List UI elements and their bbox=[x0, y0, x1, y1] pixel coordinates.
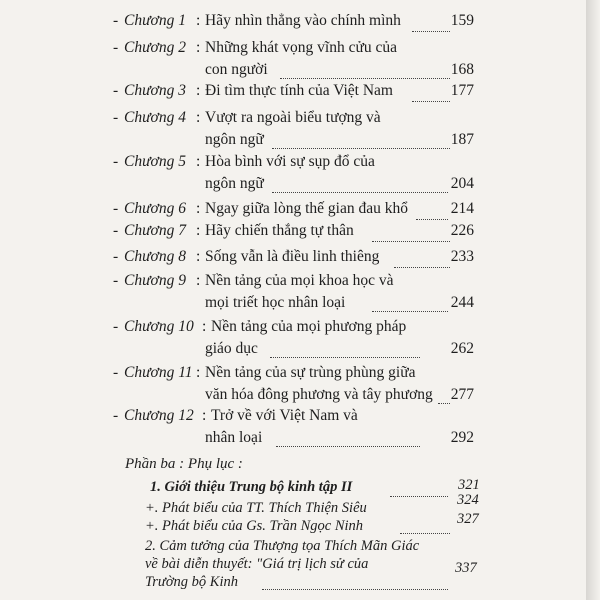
chapter-label: Chương 3 bbox=[124, 82, 186, 99]
separator: : bbox=[196, 364, 201, 381]
page-number: 233 bbox=[450, 248, 474, 265]
separator: : bbox=[202, 407, 207, 424]
entry-dash: - bbox=[113, 200, 119, 217]
entry-dash: - bbox=[113, 82, 119, 99]
chapter-label: Chương 7 bbox=[124, 222, 186, 239]
separator: : bbox=[196, 200, 201, 217]
chapter-label: Chương 1 bbox=[124, 12, 186, 29]
appendix-page-number: 337 bbox=[455, 560, 477, 576]
chapter-title: Ngay giữa lòng thế gian đau khổ bbox=[205, 200, 408, 217]
separator: : bbox=[196, 272, 201, 289]
page-number: 187 bbox=[450, 131, 474, 148]
chapter-title-cont: nhân loại bbox=[205, 429, 263, 446]
separator: : bbox=[202, 318, 207, 335]
dot-leader bbox=[280, 78, 450, 79]
entry-dash: - bbox=[113, 364, 119, 381]
chapter-label: Chương 2 bbox=[124, 39, 186, 56]
chapter-title-cont: văn hóa đông phương và tây phương bbox=[205, 386, 433, 403]
chapter-label: Chương 5 bbox=[124, 153, 186, 170]
appendix-item: 2. Cảm tưởng của Thượng tọa Thích Mãn Giác bbox=[145, 538, 420, 554]
appendix-item: +. Phát biểu của Gs. Trần Ngọc Ninh bbox=[145, 518, 364, 534]
chapter-title: Hãy nhìn thẳng vào chính mình bbox=[205, 12, 401, 29]
dot-leader bbox=[372, 241, 450, 242]
dot-leader bbox=[394, 267, 450, 268]
entry-dash: - bbox=[113, 12, 119, 29]
appendix-item: +. Phát biểu của TT. Thích Thiện Siêu bbox=[145, 500, 367, 516]
entry-dash: - bbox=[113, 318, 119, 335]
chapter-label: Chương 12 bbox=[124, 407, 194, 424]
dot-leader bbox=[390, 496, 448, 497]
entry-dash: - bbox=[113, 153, 119, 170]
dot-leader bbox=[270, 357, 420, 358]
chapter-label: Chương 10 bbox=[124, 318, 194, 335]
dot-leader bbox=[272, 192, 448, 193]
page-number: 168 bbox=[450, 61, 474, 78]
separator: : bbox=[196, 248, 201, 265]
dot-leader bbox=[276, 446, 420, 447]
entry-dash: - bbox=[113, 272, 119, 289]
dot-leader bbox=[262, 589, 448, 590]
page-number: 244 bbox=[450, 294, 474, 311]
dot-leader bbox=[412, 31, 450, 32]
appendix-heading: Phần ba : Phụ lục : bbox=[125, 456, 243, 472]
chapter-label: Chương 9 bbox=[124, 272, 186, 289]
page-number: 277 bbox=[450, 386, 474, 403]
entry-dash: - bbox=[113, 222, 119, 239]
chapter-label: Chương 4 bbox=[124, 109, 186, 126]
chapter-title-cont: con người bbox=[205, 61, 268, 78]
dot-leader bbox=[372, 311, 448, 312]
page-number: 204 bbox=[450, 175, 474, 192]
chapter-label: Chương 8 bbox=[124, 248, 186, 265]
chapter-title: Trở về với Việt Nam và bbox=[211, 407, 358, 424]
page-number: 214 bbox=[450, 200, 474, 217]
chapter-label: Chương 11 bbox=[124, 364, 193, 381]
page-number: 177 bbox=[450, 82, 474, 99]
appendix-item: 1. Giới thiệu Trung bộ kinh tập II bbox=[150, 479, 353, 495]
chapter-title: Đi tìm thực tính của Việt Nam bbox=[205, 82, 393, 99]
dot-leader bbox=[438, 403, 450, 404]
chapter-title: Nền tảng của sự trùng phùng giữa bbox=[205, 364, 416, 381]
chapter-title: Nền tảng của mọi phương pháp bbox=[211, 318, 407, 335]
separator: : bbox=[196, 109, 201, 126]
chapter-title: Hãy chiến thắng tự thân bbox=[205, 222, 354, 239]
appendix-page-number: 324 bbox=[457, 492, 479, 508]
chapter-title: Hòa bình với sự sụp đổ của bbox=[205, 153, 375, 170]
entry-dash: - bbox=[113, 248, 119, 265]
chapter-label: Chương 6 bbox=[124, 200, 186, 217]
page-number: 262 bbox=[450, 340, 474, 357]
chapter-title-cont: mọi triết học nhân loại bbox=[205, 294, 346, 311]
chapter-title-cont: ngôn ngữ bbox=[205, 175, 264, 192]
chapter-title-cont: giáo dục bbox=[205, 340, 258, 357]
entry-dash: - bbox=[113, 39, 119, 56]
page-number: 159 bbox=[450, 12, 474, 29]
page-number: 292 bbox=[450, 429, 474, 446]
entry-dash: - bbox=[113, 109, 119, 126]
entry-dash: - bbox=[113, 407, 119, 424]
chapter-title: Nền tảng của mọi khoa học và bbox=[205, 272, 394, 289]
dot-leader bbox=[272, 148, 450, 149]
page-number: 226 bbox=[450, 222, 474, 239]
appendix-item-cont: về bài diễn thuyết: "Giá trị lịch sử của bbox=[145, 556, 369, 572]
separator: : bbox=[196, 222, 201, 239]
separator: : bbox=[196, 39, 201, 56]
appendix-item-cont: Trường bộ Kinh bbox=[145, 574, 239, 590]
dot-leader bbox=[400, 533, 450, 534]
separator: : bbox=[196, 82, 201, 99]
chapter-title-cont: ngôn ngữ bbox=[205, 131, 264, 148]
dot-leader bbox=[412, 101, 450, 102]
separator: : bbox=[196, 153, 201, 170]
appendix-page-number: 321 bbox=[458, 477, 480, 493]
chapter-title: Sống vẫn là điều linh thiêng bbox=[205, 248, 380, 265]
appendix-page-number: 327 bbox=[457, 511, 479, 527]
separator: : bbox=[196, 12, 201, 29]
chapter-title: Những khát vọng vĩnh cửu của bbox=[205, 39, 398, 56]
dot-leader bbox=[416, 219, 448, 220]
chapter-title: Vượt ra ngoài biểu tượng và bbox=[205, 109, 381, 126]
